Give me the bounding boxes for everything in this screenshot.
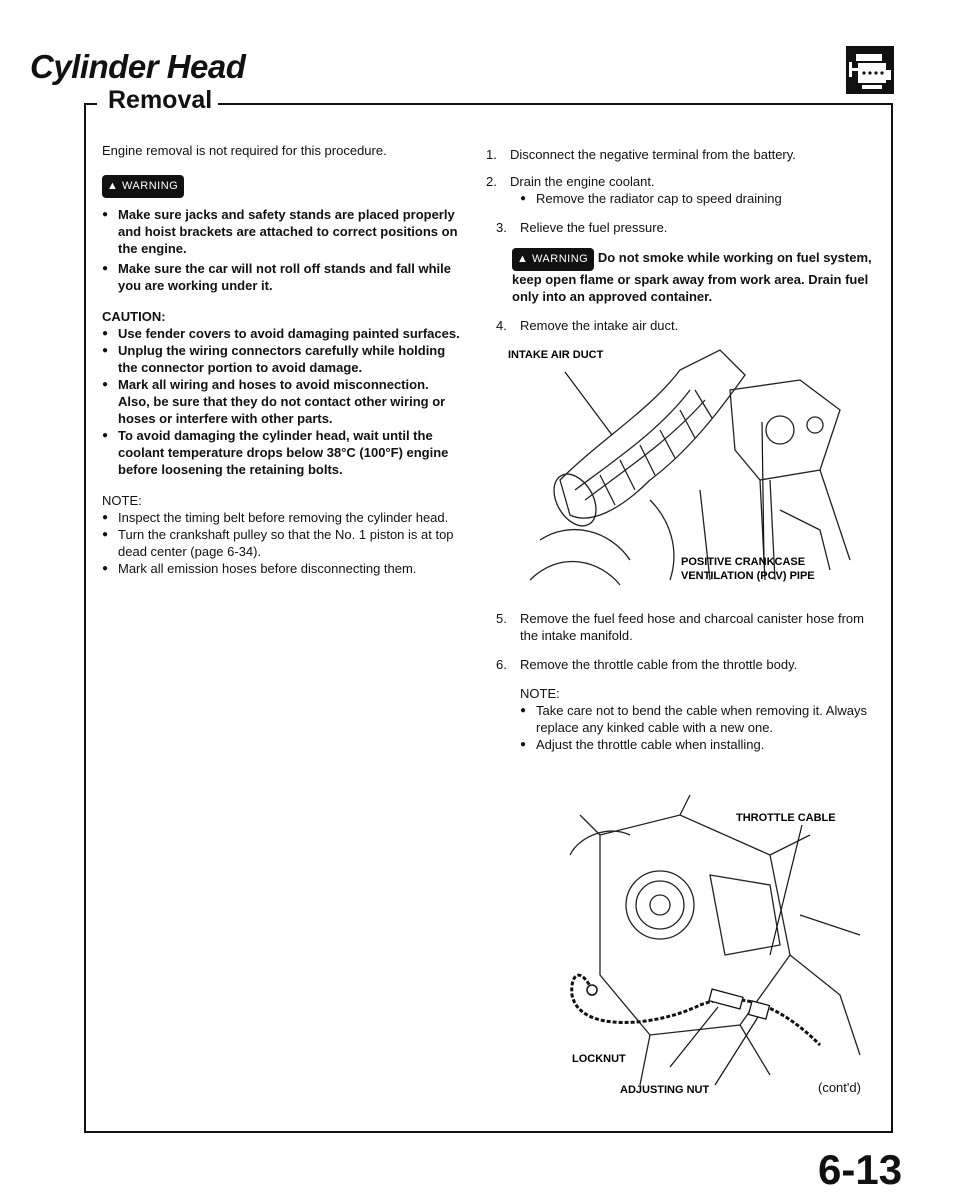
- left-column: [102, 142, 462, 577]
- note-title: NOTE:: [520, 686, 560, 701]
- caution-item: ● Mark all wiring and hoses to avoid misconnection. Also, be sure that they do not contact other wiring or hoses or interfere with other parts.: [102, 376, 462, 427]
- step-2: 2. Drain the engine coolant.: [486, 174, 655, 189]
- continued-label: (cont'd): [818, 1080, 861, 1095]
- intro-text: Engine removal is not required for this procedure.: [102, 143, 387, 158]
- caution-item: ● Unplug the wiring connectors carefully while holding the connector portion to avoid damage.: [102, 342, 462, 376]
- pcv-pipe-label-1: POSITIVE CRANKCASE: [681, 556, 806, 568]
- intake-air-duct-figure: [508, 330, 880, 590]
- section-title: Removal: [102, 86, 218, 115]
- right-column: [486, 146, 876, 334]
- caution-item: ● To avoid damaging the cylinder head, wait until the coolant temperature drops below 38°C (100°F) engine before loosening the retaining bolts.: [102, 427, 462, 478]
- note-item: ● Inspect the timing belt before removing the cylinder head.: [102, 509, 462, 526]
- frame-top-right: [212, 103, 893, 105]
- caution-title: CAUTION:: [102, 309, 166, 324]
- note-item: ● Turn the crankshaft pulley so that the No. 1 piston is at top dead center (page 6-34).: [102, 526, 462, 560]
- warning-badge: ▲ WARNING: [102, 175, 184, 198]
- step-5: 5. Remove the fuel feed hose and charcoal canister hose from the intake manifold.: [496, 611, 864, 643]
- frame-top-left: [84, 103, 97, 105]
- pcv-pipe-label-2: VENTILATION (PCV) PIPE: [681, 570, 815, 582]
- step-1: 1. Disconnect the negative terminal from the battery.: [486, 147, 796, 162]
- engine-section-icon: [846, 46, 894, 94]
- step-4: 4. Remove the intake air duct.: [496, 318, 679, 333]
- page-number: 6-13: [818, 1146, 903, 1193]
- note-item: ● Adjust the throttle cable when installing.: [520, 736, 878, 753]
- note-item: ● Mark all emission hoses before disconnecting them.: [102, 560, 462, 577]
- note-item: ● Take care not to bend the cable when removing it. Always replace any kinked cable with a new one.: [520, 702, 878, 736]
- caution-item: ● Use fender covers to avoid damaging painted surfaces.: [102, 325, 462, 342]
- throttle-cable-label: THROTTLE CABLE: [736, 812, 836, 824]
- warning-item: ● Make sure the car will not roll off stands and fall while you are working under it.: [102, 260, 462, 294]
- step-3: 3. Relieve the fuel pressure.: [496, 220, 668, 235]
- intake-air-duct-label: INTAKE AIR DUCT: [508, 349, 604, 361]
- note-title: NOTE:: [102, 493, 142, 508]
- adjusting-nut-label: ADJUSTING NUT: [620, 1084, 710, 1096]
- step-3-warning: ▲ WARNING Do not smoke while working on fuel system, keep open flame or spark away from work area. Drain fuel only into an approved container.: [512, 250, 872, 304]
- step-6: 6. Remove the throttle cable from the throttle body.: [496, 657, 798, 672]
- warning-badge: ▲ WARNING: [512, 248, 594, 271]
- step-2-bullet: ● Remove the radiator cap to speed draining: [520, 190, 876, 207]
- page-title: Cylinder Head: [30, 48, 246, 85]
- warning-item: ● Make sure jacks and safety stands are placed properly and hoist brackets are attached to correct positions on the engine.: [102, 206, 462, 257]
- right-column-lower: [486, 610, 878, 753]
- throttle-cable-figure: [540, 795, 880, 1095]
- locknut-label: LOCKNUT: [572, 1053, 626, 1065]
